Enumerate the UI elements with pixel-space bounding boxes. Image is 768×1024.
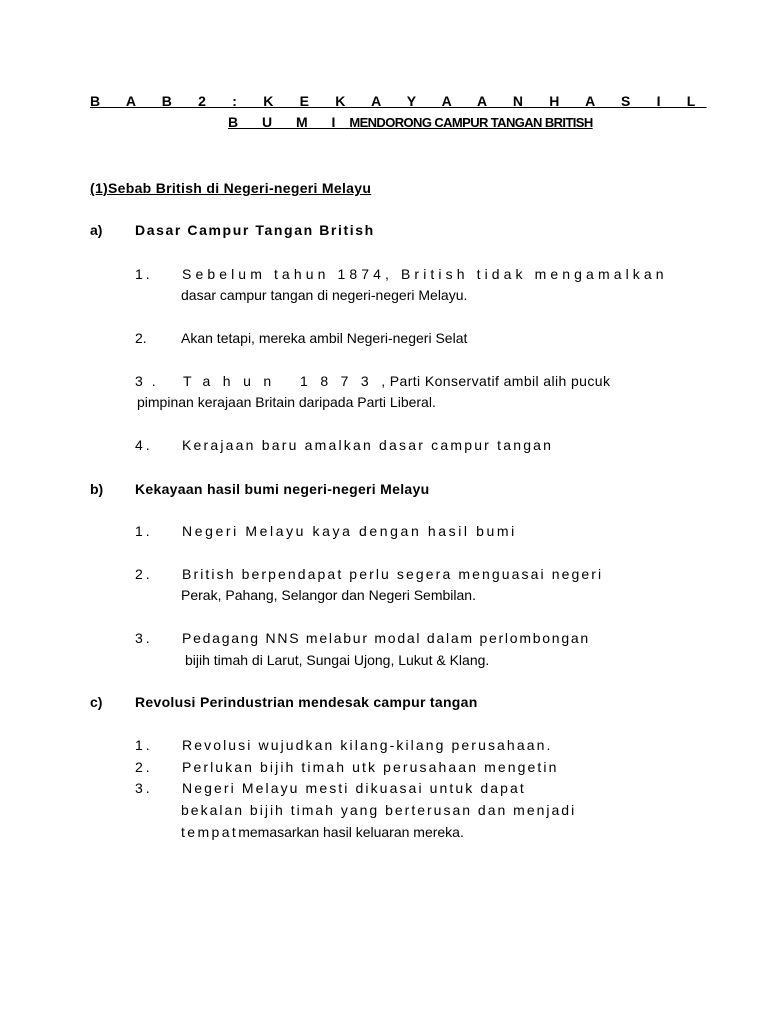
list-number: 2. <box>135 566 153 582</box>
list-item-text: Pedagang NNS melabur modal dalam perlombongan <box>182 630 590 646</box>
list-item-text <box>183 372 610 390</box>
list-item-text: Kerajaan baru amalkan dasar campur tangan <box>182 437 554 453</box>
list-item-text: Perlukan bijih timah utk perusahaan mengetin <box>182 759 559 775</box>
list-item-text: Negeri Melayu mesti dikuasai untuk dapat <box>182 780 526 796</box>
chapter-heading-line1: B A B 2 : K E K A Y A A N H A S I L <box>90 93 707 109</box>
list-number: 1. <box>135 523 153 539</box>
list-number: 3. <box>135 780 153 796</box>
list-item-spaced: tempat <box>181 824 239 840</box>
list-number: 3. <box>135 373 165 389</box>
list-item-rest: , Parti Konservatif ambil alih pucuk <box>381 373 611 389</box>
list-number: 4. <box>135 437 153 453</box>
part-b-label: b) <box>90 481 104 497</box>
list-number: 3. <box>135 630 153 646</box>
list-number: 1. <box>135 737 153 753</box>
chapter-heading-line2 <box>228 113 593 132</box>
list-item-text: Perak, Pahang, Selangor dan Negeri Sembilan. <box>181 587 476 603</box>
chapter-heading-rest: MENDORONG CAMPUR TANGAN BRITISH <box>349 115 593 130</box>
list-item-text: Sebelum tahun 1874, British tidak mengamalkan <box>182 266 668 282</box>
list-item-text <box>181 823 464 841</box>
list-number: 2. <box>135 330 147 346</box>
list-item-text: bekalan bijih timah yang berterusan dan menjadi <box>181 802 577 818</box>
list-item-spaced: Tahun 1873 <box>183 373 382 389</box>
list-item-text: pimpinan kerajaan Britain daripada Parti Liberal. <box>137 394 436 410</box>
part-c-title: Revolusi Perindustrian mendesak campur tangan <box>135 694 478 710</box>
list-number: 2. <box>135 759 153 775</box>
part-c-label: c) <box>90 694 103 710</box>
part-a-title: Dasar Campur Tangan British <box>135 222 375 238</box>
part-a-label: a) <box>90 222 103 238</box>
chapter-heading-spaced: B U M I <box>228 114 346 130</box>
section-title: (1)Sebab British di Negeri-negeri Melayu <box>90 180 372 196</box>
list-item-text: Akan tetapi, mereka ambil Negeri-negeri Selat <box>181 330 468 346</box>
list-item-text: Negeri Melayu kaya dengan hasil bumi <box>182 523 517 539</box>
part-b-title: Kekayaan hasil bumi negeri-negeri Melayu <box>135 481 430 497</box>
list-item-text: British berpendapat perlu segera menguasai negeri <box>182 566 604 582</box>
list-item-rest: memasarkan hasil keluaran mereka. <box>238 824 464 840</box>
list-item-text: Revolusi wujudkan kilang-kilang perusahaan. <box>182 737 553 753</box>
list-item-text: dasar campur tangan di negeri-negeri Melayu. <box>181 287 468 303</box>
list-item-text: bijih timah di Larut, Sungai Ujong, Lukut & Klang. <box>185 652 490 668</box>
list-number: 1. <box>135 266 153 282</box>
